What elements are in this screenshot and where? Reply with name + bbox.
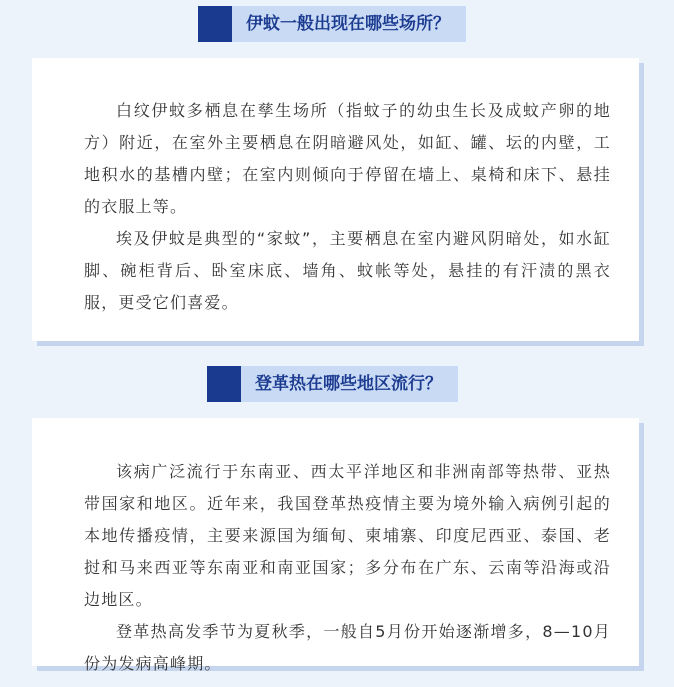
- header-square-icon: [198, 6, 232, 42]
- section-2-header: [207, 366, 458, 402]
- section-2-paragraph-1: 该病广泛流行于东南亚、西太平洋地区和非洲南部等热带、亚热带国家和地区。近年来，我国登革热疫情主要为境外输入病例引起的本地传播疫情，主要来源国为缅甸、柬埔寨、印度尼西亚、泰国、老挝和马来西亚等东南亚和南亚国家；多分布在广东、云南等沿海或沿边地区。: [84, 462, 611, 609]
- section-1-title: 伊蚊一般出现在哪些场所？: [232, 6, 466, 42]
- section-1-card: [32, 58, 639, 341]
- section-1-header: [198, 6, 466, 42]
- section-2-card: [32, 418, 639, 673]
- section-2-paragraph-2: 登革热高发季节为夏秋季，一般自5月份开始逐渐增多，8—10月份为发病高峰期。: [84, 622, 611, 673]
- section-2-title: 登革热在哪些地区流行？: [241, 366, 458, 402]
- section-1-paragraph-1: 白纹伊蚊多栖息在孳生场所（指蚊子的幼虫生长及成蚊产卵的地方）附近，在室外主要栖息在阴暗避风处，如缸、罐、坛的内壁，工地积水的基槽内壁；在室内则倾向于停留在墙上、桌椅和床下、悬挂的衣服上等。: [84, 101, 611, 216]
- section-1-paragraph-2: 埃及伊蚊是典型的“家蚊”，主要栖息在室内避风阴暗处，如水缸脚、碗柜背后、卧室床底、墙角、蚊帐等处，悬挂的有汗渍的黑衣服，更受它们喜爱。: [84, 229, 611, 312]
- header-square-icon: [207, 366, 241, 402]
